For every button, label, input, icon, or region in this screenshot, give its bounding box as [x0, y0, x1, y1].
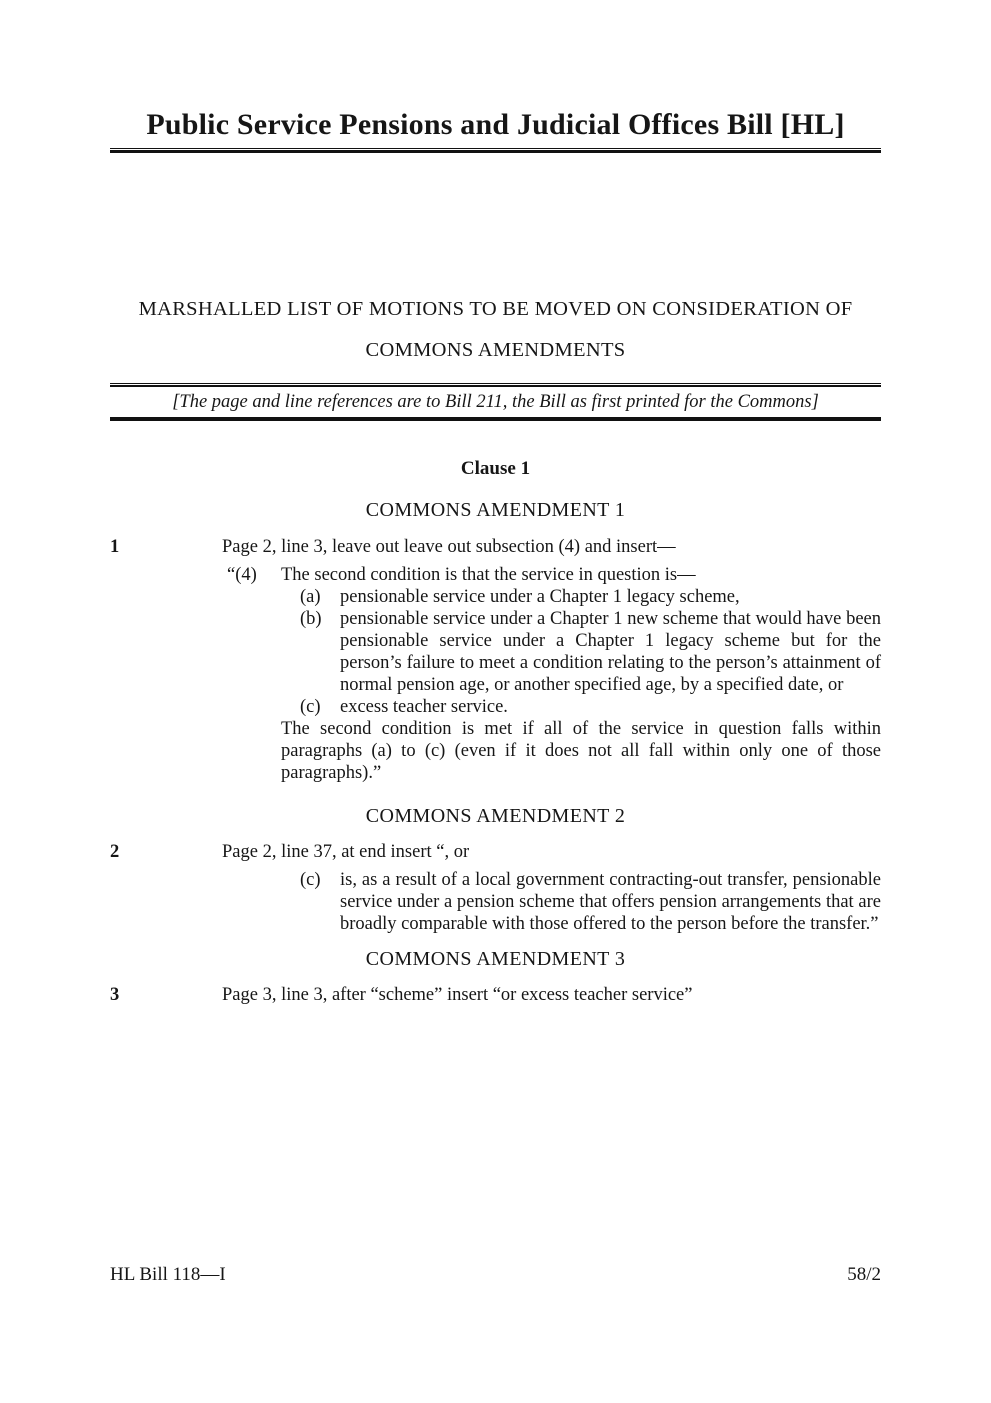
- reference-note: [The page and line references are to Bill 211, the Bill as first printed for the Commons]: [172, 392, 819, 412]
- subsection-4-marker: “(4): [227, 565, 257, 585]
- footer-session-number: 58/2: [847, 1264, 881, 1285]
- motion-1-number: 1: [110, 537, 120, 557]
- paragraph-c-marker: (c): [300, 697, 321, 717]
- marshalled-list-heading: [110, 289, 881, 371]
- amendment-2-paragraph-c-text: is, as a result of a local government contracting-out transfer, pensionable service under a pension scheme that offers pension arrangements that are broadly comparable with those offered to the person before the transfer.”: [340, 870, 881, 934]
- title-double-rule: [110, 148, 881, 153]
- amendment-2-paragraph-c-marker: (c): [300, 870, 321, 890]
- page-footer: [110, 1263, 881, 1286]
- motion-1-quoted-provision: [222, 564, 881, 784]
- bill-title: Public Service Pensions and Judicial Offices Bill [HL]: [146, 108, 845, 141]
- motion-3-body: [222, 984, 881, 1006]
- subsection-4-text: The second condition is that the service in question is—: [281, 565, 696, 585]
- commons-amendment-2-heading: COMMONS AMENDMENT 2: [365, 805, 626, 827]
- marshalled-heading-line1: MARSHALLED LIST OF MOTIONS TO BE MOVED ON CONSIDERATION OF: [138, 298, 853, 320]
- motion-2: [110, 841, 881, 935]
- paragraph-a-row: [222, 586, 881, 608]
- motion-3: [110, 984, 881, 1006]
- subsection-4-closing-paragraph: The second condition is met if all of the service in question falls within paragraphs (a) to (c) (even if it does not all fall within only one of those paragraphs).”: [281, 719, 881, 783]
- motion-3-instruction: Page 3, line 3, after “scheme” insert “or excess teacher service”: [222, 985, 693, 1005]
- motion-2-quoted-provision: [222, 869, 881, 935]
- motion-2-number: 2: [110, 842, 120, 862]
- paragraph-c-text: excess teacher service.: [340, 697, 508, 717]
- commons-amendment-1-heading: COMMONS AMENDMENT 1: [365, 499, 626, 521]
- footer-bill-number: HL Bill 118—I: [110, 1264, 226, 1285]
- amendment-2-paragraph-c-row: [222, 869, 881, 935]
- motion-2-instruction: Page 2, line 37, at end insert “, or: [222, 842, 470, 862]
- commons-amendment-3-heading: COMMONS AMENDMENT 3: [365, 948, 626, 970]
- paragraph-b-row: [222, 608, 881, 696]
- marshalled-heading-line2: COMMONS AMENDMENTS: [365, 339, 626, 361]
- motion-3-number: 3: [110, 985, 120, 1005]
- motion-1-instruction: Page 2, line 3, leave out leave out subsection (4) and insert—: [222, 537, 676, 557]
- note-bottom-double-rule: [110, 417, 881, 421]
- paragraph-a-marker: (a): [300, 587, 321, 607]
- clause-heading: Clause 1: [460, 458, 531, 479]
- motion-2-body: [222, 841, 881, 935]
- reference-note-block: [110, 383, 881, 421]
- motion-1-body: [222, 536, 881, 784]
- paragraph-a-text: pensionable service under a Chapter 1 legacy scheme,: [340, 587, 740, 607]
- motion-1: [110, 536, 881, 784]
- subsection-4-row: [222, 564, 881, 586]
- paragraph-b-text: pensionable service under a Chapter 1 new scheme that would have been pensionable service under a Chapter 1 legacy scheme but for the person’s failure to meet a condition relating to the person’s attainment of normal pension age, or another specified age, by a specified date, or: [340, 609, 881, 695]
- paragraph-c-row: [222, 696, 881, 718]
- paragraph-b-marker: (b): [300, 609, 322, 629]
